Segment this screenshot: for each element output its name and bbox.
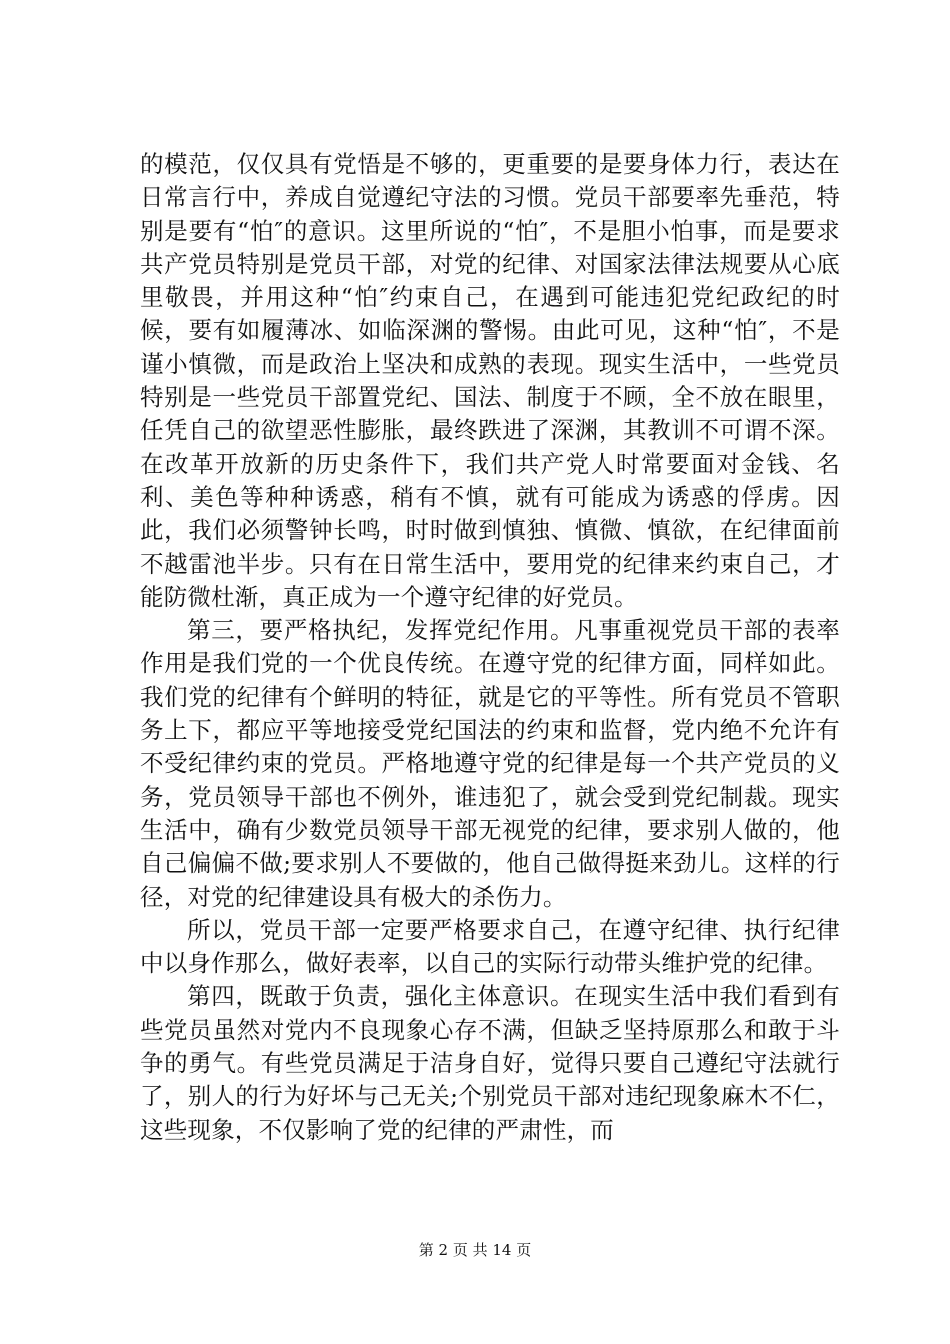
page-footer bbox=[0, 1240, 950, 1260]
paragraph-3: 所以，党员干部一定要严格要求自己，在遵守纪律、执行纪律中以身作那么，做好表率，以自己的实际行动带头维护党的纪律。 bbox=[140, 915, 840, 978]
paragraph-4: 第四，既敢于负责，强化主体意识。在现实生活中我们看到有些党员虽然对党内不良现象心存不满，但缺乏坚持原那么和敢于斗争的勇气。有些党员满足于洁身自好，觉得只要自己遵纪守法就行了，别人的行为好坏与己无关;个别党员干部对违纪现象麻木不仁，这些现象，不仅影响了党的纪律的严肃性，而 bbox=[140, 982, 840, 1144]
paragraph-1: 的模范，仅仅具有党悟是不够的，更重要的是要身体力行，表达在日常言行中，养成自觉遵纪守法的习惯。党员干部要率先垂范，特别是要有“怕″的意识。这里所说的“怕″，不是胆小怕事，而是要求共产党员特别是党员干部，对党的纪律、对国家法律法规要从心底里敬畏，并用这种“怕″约束自己，在遇到可能违犯党纪政纪的时候，要有如履薄冰、如临深渊的警惕。由此可见，这种“怕″，不是谨小慎微，而是政治上坚决和成熟的表现。现实生活中，一些党员特别是一些党员干部置党纪、国法、制度于不顾，全不放在眼里，任凭自己的欲望恶性膨胀，最终跌进了深渊，其教训不可谓不深。在改革开放新的历史条件下，我们共产党人时常要面对金钱、名利、美色等种种诱惑，稍有不慎，就有可能成为诱惑的俘虏。因此，我们必须警钟长鸣，时时做到慎独、慎微、慎欲，在纪律面前不越雷池半步。只有在日常生活中，要用党的纪律来约束自己，才能防微杜渐，真正成为一个遵守纪律的好党员。 bbox=[140, 150, 840, 611]
document-body bbox=[140, 148, 840, 1147]
page-number-label: 第 2 页 共 14 页 bbox=[418, 1241, 532, 1259]
paragraph-2: 第三，要严格执纪，发挥党纪作用。凡事重视党员干部的表率作用是我们党的一个优良传统。在遵守党的纪律方面，同样如此。我们党的纪律有个鲜明的特征，就是它的平等性。所有党员不管职务上下，都应平等地接受党纪国法的约束和监督，党内绝不允许有不受纪律约束的党员。严格地遵守党的纪律是每一个共产党员的义务，党员领导干部也不例外，谁违犯了，就会受到党纪制裁。现实生活中，确有少数党员领导干部无视党的纪律，要求别人做的，他自己偏偏不做;要求别人不要做的，他自己做得挺来劲儿。这样的行径，对党的纪律建设具有极大的杀伤力。 bbox=[140, 616, 840, 911]
